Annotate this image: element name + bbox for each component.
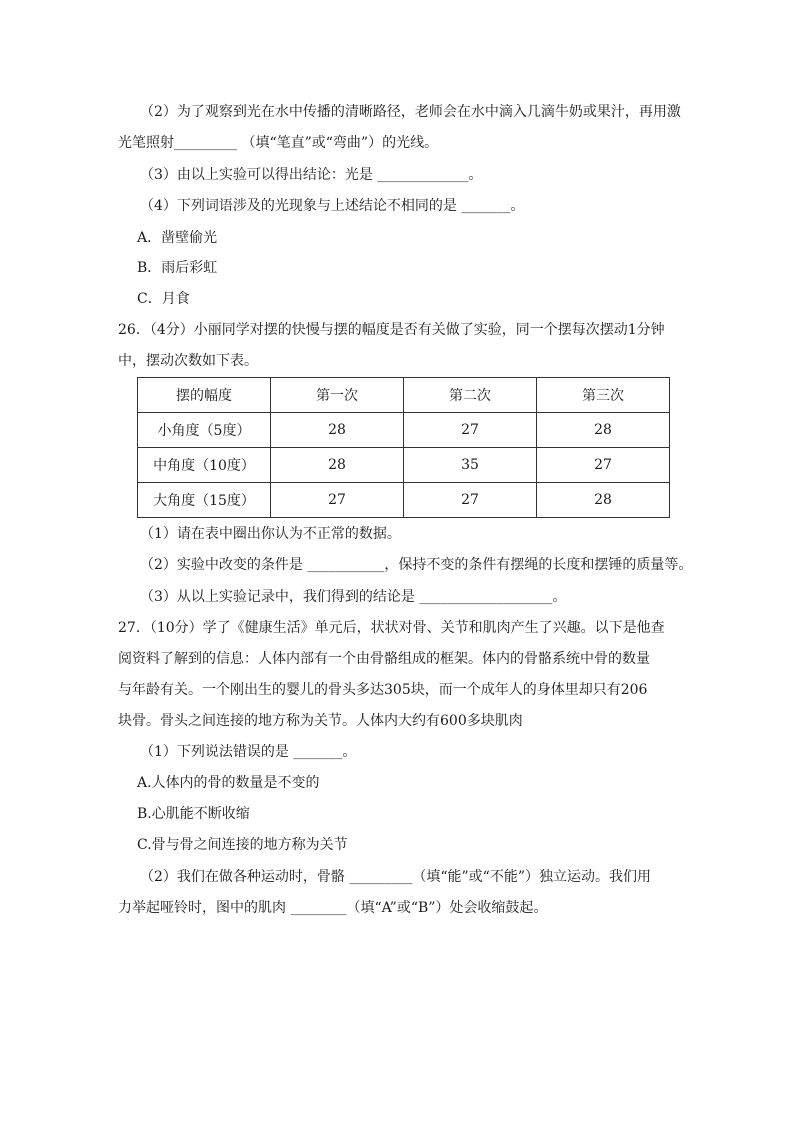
q27-part2-line1: （2）我们在做各种运动时，骨骼 _________（填“能”或“不能”）独立运动。我们用 [140,869,651,885]
q27-stem-line1: 27．（10分）学了《健康生活》单元后，状状对骨、关节和肌肉产生了兴趣。以下是他查 [118,620,665,636]
table-cell: 28 [271,413,404,448]
table-cell: 27 [404,483,537,518]
table-cell: 小角度（5度） [138,413,271,448]
q25-part4: （4）下列词语涉及的光现象与上述结论不相同的是 _______。 [140,198,525,214]
q27-part1: （1）下列说法错误的是 _______。 [140,744,357,760]
q27-option-c: C.骨与骨之间连接的地方称为关节 [137,837,348,853]
q25-option-c: C．月食 [137,291,190,307]
q25-part2-line2: 光笔照射_________ （填“笔直”或“弯曲”）的光线。 [118,135,439,151]
q27-stem-line4: 块骨。骨头之间连接的地方称为关节。人体内大约有600多块肌肉 [118,713,523,729]
table-cell: 中角度（10度） [138,448,271,483]
table-header-cell: 第三次 [537,378,670,413]
q27-part2-line2: 力举起哑铃时，图中的肌肉 ________（填“A”或“B”）处会收缩鼓起。 [118,900,548,916]
q25-part2-line1: （2）为了观察到光在水中传播的清晰路径，老师会在水中滴入几滴牛奶或果汁，再用激 [140,104,681,120]
q27-stem-line2: 阅资料了解到的信息：人体内部有一个由骨骼组成的框架。体内的骨骼系统中骨的数量 [118,651,650,667]
table-row [138,413,670,448]
q26-part1: （1）请在表中圈出你认为不正常的数据。 [140,526,401,542]
table-row [138,448,670,483]
q25-option-b: B．雨后彩虹 [137,260,218,276]
q25-option-a: A．凿壁偷光 [137,230,218,246]
table-header-cell: 第二次 [404,378,537,413]
table-header-row [138,378,670,413]
table-cell: 28 [537,413,670,448]
q26-stem-line1: 26．（4分）小丽同学对摆的快慢与摆的幅度是否有关做了实验，同一个摆每次摆动1分钟 [118,322,665,338]
q26-part3: （3）从以上实验记录中，我们得到的结论是 ___________________。 [140,589,567,605]
table-cell: 28 [271,448,404,483]
table-header-cell: 第一次 [271,378,404,413]
q26-stem-line2: 中，摆动次数如下表。 [118,353,258,369]
table-cell: 大角度（15度） [138,483,271,518]
table-cell: 28 [537,483,670,518]
q27-option-a: A.人体内的骨的数量是不变的 [137,775,320,791]
table-cell: 35 [404,448,537,483]
q27-option-b: B.心肌能不断收缩 [137,806,250,822]
q25-part3: （3）由以上实验可以得出结论：光是 _____________。 [140,167,483,183]
table-cell: 27 [271,483,404,518]
q26-part2: （2）实验中改变的条件是 ___________，保持不变的条件有摆绳的长度和摆锤的质量等。 [140,557,693,573]
table-cell: 27 [404,413,537,448]
table-cell: 27 [537,448,670,483]
pendulum-data-table [137,377,670,518]
table-header-cell: 摆的幅度 [138,378,271,413]
table-row [138,483,670,518]
q27-stem-line3: 与年龄有关。一个刚出生的婴儿的骨头多达305块，而一个成年人的身体里却只有206 [118,682,648,698]
